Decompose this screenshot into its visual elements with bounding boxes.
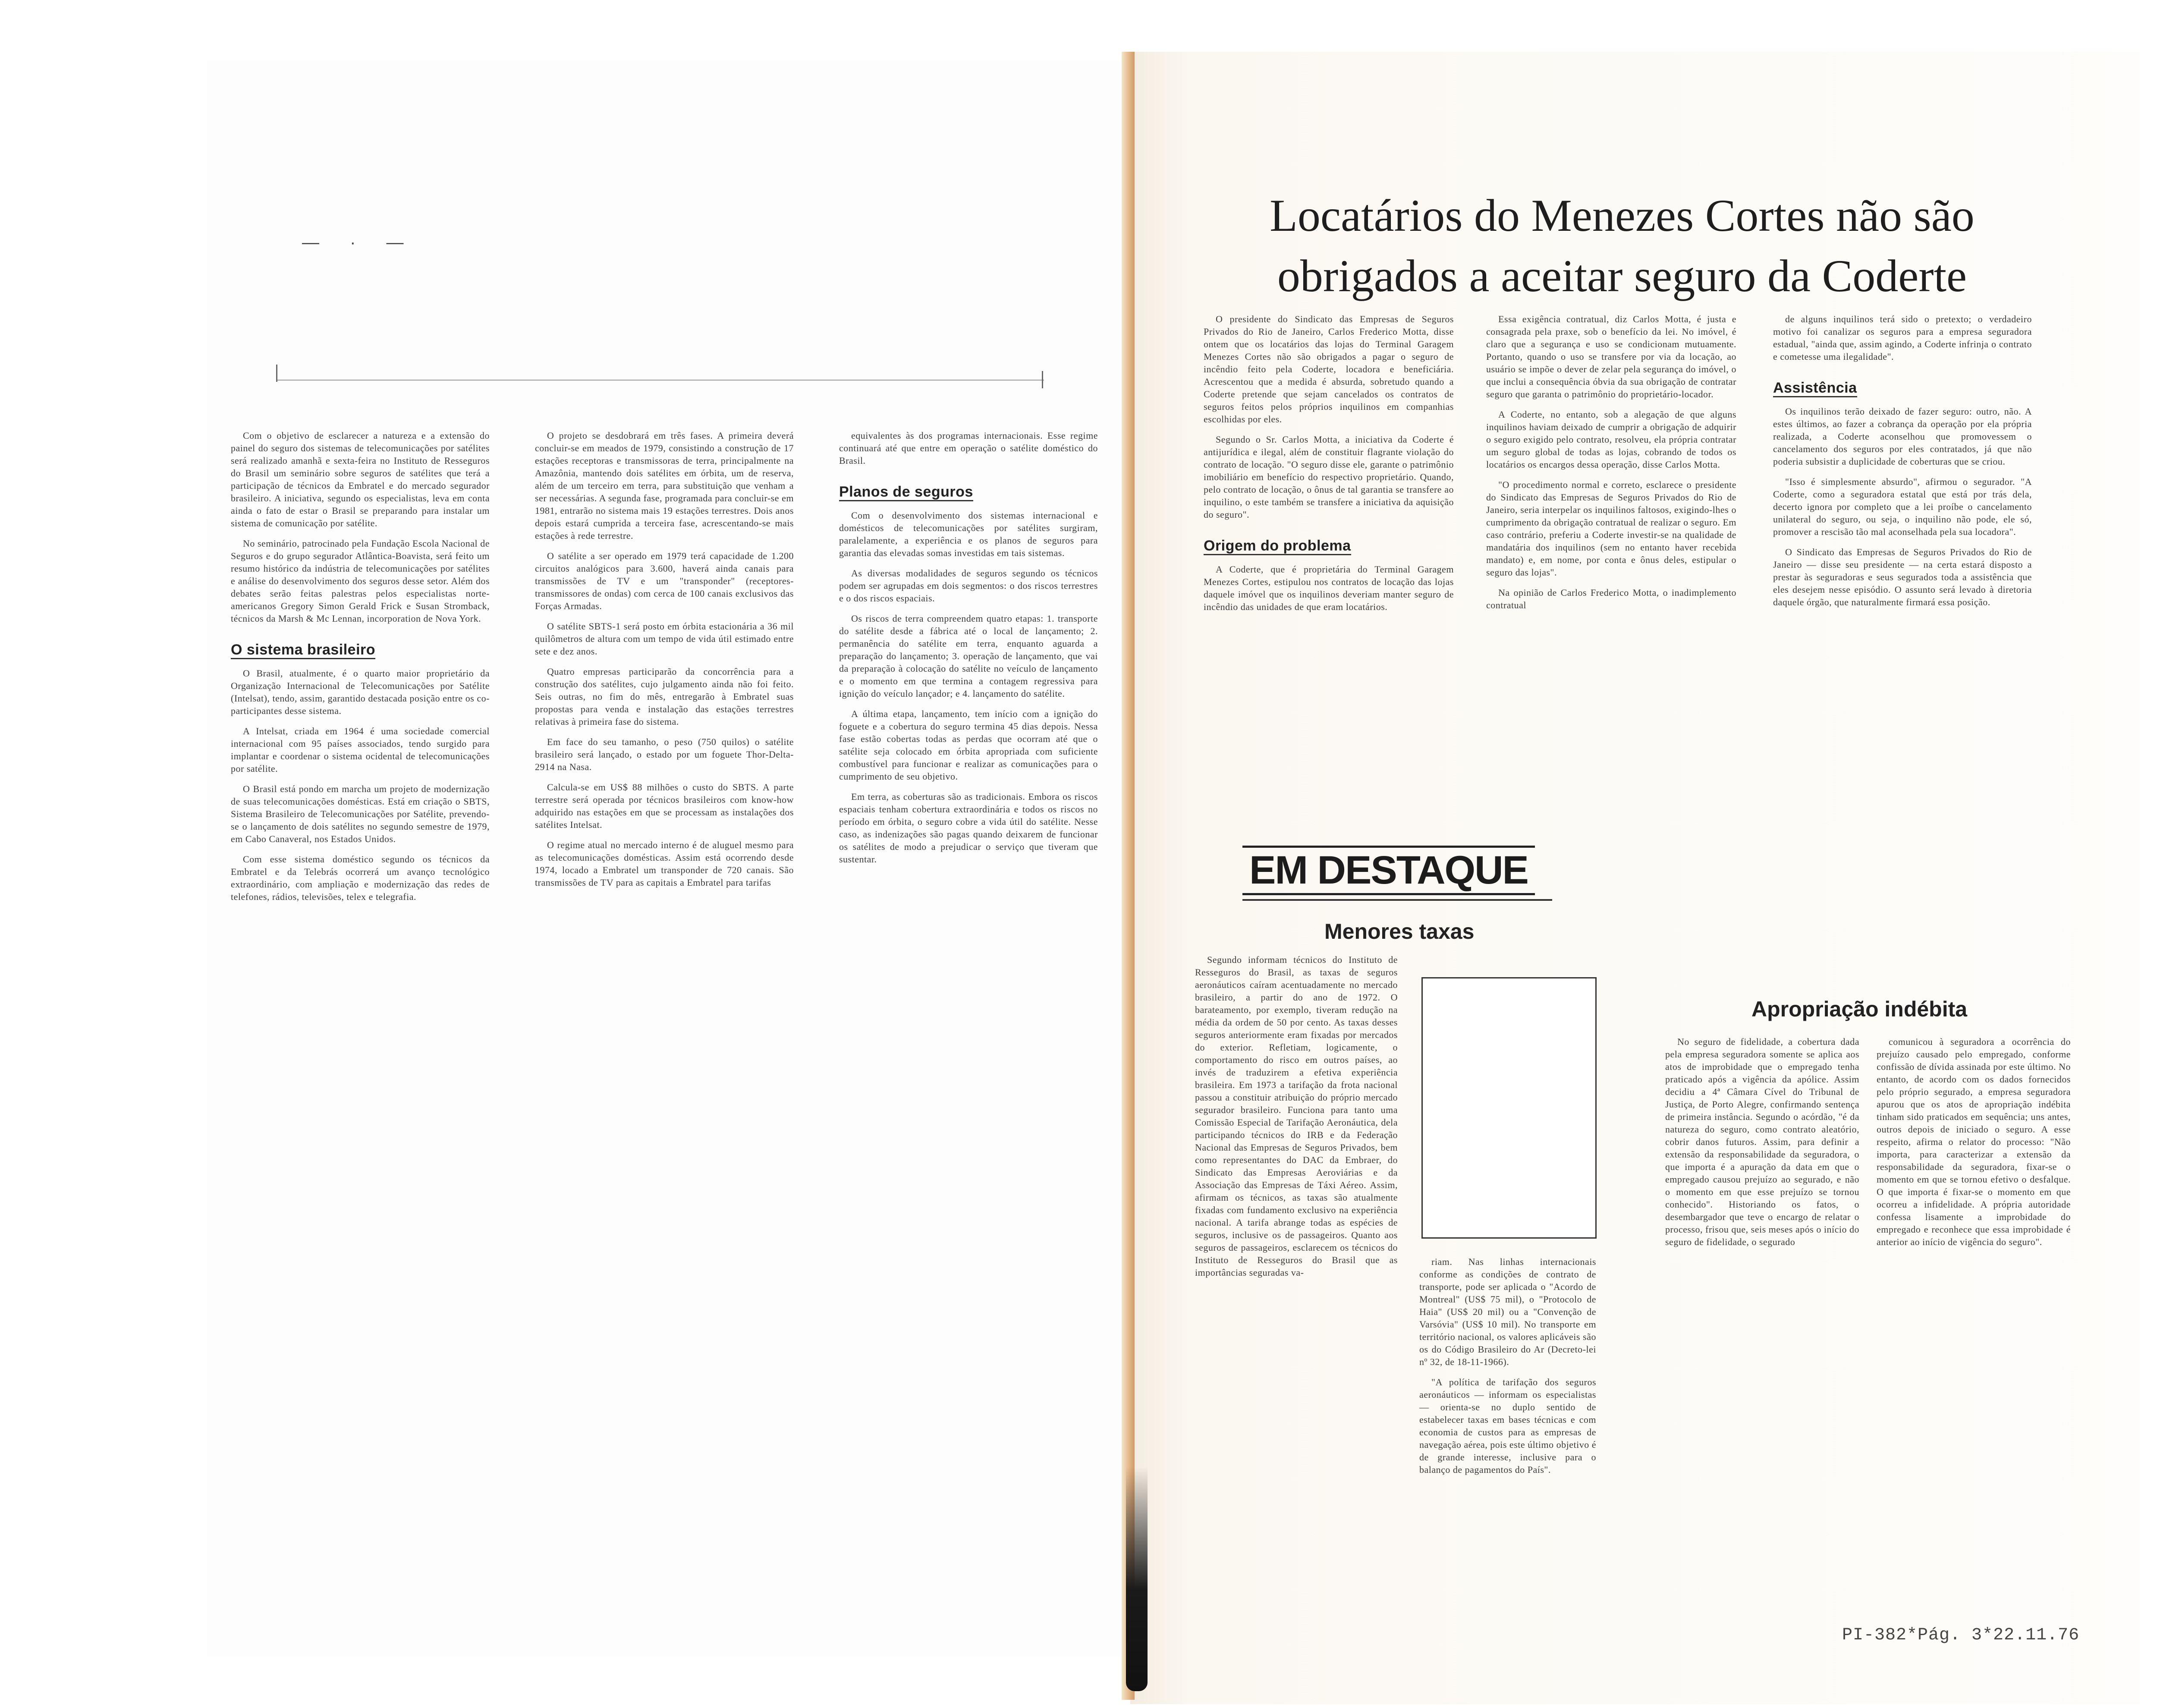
paragraph: O satélite a ser operado em 1979 terá capacidade de 1.200 circuitos analógicos para 3.600, haverá ainda canais para transmissões de TV e um "transponder" (receptores-transmissores de ondas) com cerca de 100 canais exclusivos das Forças Armadas. <box>535 550 794 611</box>
right-column-3 <box>1773 313 2032 616</box>
subhead-planos-de-seguros: Planos de seguros <box>839 486 973 501</box>
apropriacao-indebita-title: Apropriação indébita <box>1751 997 1968 1021</box>
menores-taxas-column-1 <box>1195 953 1398 1287</box>
paragraph: No seguro de fidelidade, a cobertura dada pela empresa seguradora somente se aplica aos atos de improbidade que o empregado tenha praticado após a vigência da apólice. Assim decidiu a 4ª Câmara Cível do Tribunal de Justiça, de Porto Alegre, confirmando sentença de primeira instância. Segundo o acórdão, "é da natureza do seguro, como contrato aleatório, cobrir danos futuros. Assim, para definir a extensão da responsabilidade da seguradora, o que importa é a apuração da data em que o empregado causou prejuízo ao segurado, e não o momento em que esse prejuízo se tornou conhecido". Historiando os fatos, o desembargador que teve o encargo de relatar o processo, frisou que, seis meses após o início do seguro de fidelidade, o segurado <box>1665 1036 1859 1247</box>
paragraph: Em face do seu tamanho, o peso (750 quilos) o satélite brasileiro será lançado, o estado por um foguete Thor-Delta-2914 na Nasa. <box>535 736 794 772</box>
paragraph: O Sindicato das Empresas de Seguros Privados do Rio de Janeiro — disse seu presidente — na certa estará disposto a prestar às seguradoras e seus segurados toda a assistência que eles desejem nesse episódio. O assunto será levado à diretoria daquele órgão, que naturalmente firmará essa posição. <box>1773 547 2032 607</box>
subhead-sistema-brasileiro: O sistema brasileiro <box>231 644 375 659</box>
paragraph: Com esse sistema doméstico segundo os técnicos da Embratel e da Telebrás ocorrerá um avanço tecnológico extraordinário, com ampliação e modernização das redes de telefones, rádios, televisões, telex e telegrafia. <box>231 854 490 902</box>
apropriacao-column-2 <box>1877 1035 2071 1256</box>
paragraph: Segundo informam técnicos do Instituto de Resseguros do Brasil, as taxas de seguros aeronáuticos caíram acentuadamente no mercado brasileiro, a partir do ano de 1972. O barateamento, por exemplo, tiveram redução na média da ordem de 50 por cento. As taxas desses seguros anteriormente eram fixadas por mercados do exterior. Refletiam, logicamente, o comportamento do risco em outros países, ao invés de traduzirem a efetiva experiência brasileira. Em 1973 a tarifação da frota nacional passou a constituir atribuição do próprio mercado segurador brasileiro. Funciona para tanto uma Comissão Especial de Tarifação Aeronáutica, dela participando técnicos do IRB e da Federação Nacional das Empresas de Seguros Privados, bem como representantes do DAC da Embraer, do Sindicato das Empresas Aeroviárias e da Associação das Empresas de Táxi Aéreo. Assim, afirmam os técnicos, as taxas são atualmente fixadas com fundamento exclusivo na experiência nacional. A tarifa abrange todas as espécies de seguros, inclusive os de passageiros. Quanto aos seguros de passageiros, esclarecem os técnicos do Instituto de Resseguros do Brasil que as importâncias seguradas va- <box>1195 954 1398 1278</box>
right-column-2 <box>1486 313 1736 619</box>
paragraph: O presidente do Sindicato das Empresas de Seguros Privados do Rio de Janeiro, Carlos Frederico Motta, disse ontem que os locatários das lojas do Terminal Garagem Menezes Cortes não são obrigados a pagar o seguro de incêndio feito pela Coderte, locadora e beneficiária. Acrescentou que a medida é absurda, sobretudo quando a Coderte pretende que sejam cancelados os contratos de seguros feitos pelos próprios inquilinos em companhias escolhidas por eles. <box>1204 314 1454 425</box>
image-placeholder-box <box>1421 977 1597 1239</box>
em-destaque-banner: EM DESTAQUE <box>1242 846 1535 895</box>
paragraph: "A política de tarifação dos seguros aeronáuticos — informam os especialistas — orienta-se no duplo sentido de estabelecer taxas em bases técnicas e com economia de custos para as empresas de navegação aérea, pois este último objetivo é de grande interesse, inclusive para o balanço de pagamentos do País". <box>1419 1377 1596 1475</box>
subhead-assistencia: Assistência <box>1773 382 1857 397</box>
paragraph: O satélite SBTS-1 será posto em órbita estacionária a 36 mil quilômetros de altura com um tempo de vida útil estimado entre sete e dez anos. <box>535 621 794 657</box>
headline <box>1238 186 2006 306</box>
headline-line-1: Locatários do Menezes Cortes não são <box>1270 190 1975 241</box>
top-fragment: — · — <box>302 233 417 252</box>
spine-shadow <box>1126 1467 1148 1691</box>
paragraph: Na opinião de Carlos Frederico Motta, o inadimplemento contratual <box>1486 587 1736 610</box>
paragraph: "Isso é simplesmente absurdo", afirmou o segurador. "A Coderte, como a seguradora estatal que está por trás dela, decerto ignora por completo que a lei proíbe o cancelamento unilateral do seguro, ou seja, o inquilino não pode, ele só, promover a rescisão tão mal aconselhada pela sua locadora". <box>1773 476 2032 537</box>
subhead-origem-do-problema: Origem do problema <box>1204 540 1351 555</box>
paragraph: A Coderte, que é proprietária do Terminal Garagem Menezes Cortes, estipulou nos contratos de locação das lojas daquele imóvel que os inquilinos deveriam manter seguro de incêndio das unidades de que eram locatários. <box>1204 564 1454 612</box>
headline-line-2: obrigados a aceitar seguro da Coderte <box>1277 251 1967 301</box>
paragraph: Os inquilinos terão deixado de fazer seguro: outro, não. A estes últimos, ao fazer a cobrança da operação por ela própria realizada, a Coderte aconselhou que promovessem o cancelamento dos seguros por eles contratados, já que não poderia subsistir a duplicidade de coberturas que se criou. <box>1773 406 2032 467</box>
paragraph: A Coderte, no entanto, sob a alegação de que alguns inquilinos haviam deixado de cumprir a obrigação de adquirir o seguro exigido pelo contrato, resolveu, ela própria contratar um seguro global de todas as lojas, cobrando de todos os locatários os encargos dessa operação, disse Carlos Motta. <box>1486 409 1736 470</box>
paragraph: Segundo o Sr. Carlos Motta, a iniciativa da Coderte é antijurídica e ilegal, além de constituir flagrante violação do contrato de locação. "O seguro disse ele, garante o patrimônio imobiliário em benefício do respectivo proprietário. Quando, pelo contrato de locação, o ônus de tal garantia se transfere ao inquilino, o este também se transfere a iniciativa da aquisição do seguro". <box>1204 434 1454 520</box>
paragraph: Em terra, as coberturas são as tradicionais. Embora os riscos espaciais tenham cobertura extraordinária e todos os riscos no período em órbita, o seguro cobre a vida útil do satélite. Nesse caso, as indenizações são pagas quando deixarem de funcionar os satélites de modo a prejudicar o serviço que tiveram que sustentar. <box>839 791 1098 865</box>
paragraph: O regime atual no mercado interno é de aluguel mesmo para as telecomunicações domésticas. Assim está ocorrendo desde 1974, locado a Embratel um transponder de 720 canais. São transmissões de TV para as capitais a Embratel para tarifas <box>535 840 794 888</box>
paragraph: "O procedimento normal e correto, esclarece o presidente do Sindicato das Empresas de Seguros Privados do Rio de Janeiro, seria interpelar os inquilinos faltosos, exigindo-lhes o cumprimento da obrigação contratual de realizar o seguro. Em caso contrário, preferiu a Coderte investir-se na qualidade de mandatária dos inquilinos (sem no entanto haver recebida mandato) e, em nome, por conta e ônus deles, estipular o seguro das lojas". <box>1486 479 1736 578</box>
paragraph: O Brasil, atualmente, é o quarto maior proprietário da Organização Internacional de Telecomunicações por Satélite (Intelsat), tendo, assim, garantido destacada posição entre os co-participantes desse sistema. <box>231 668 490 716</box>
apropriacao-column-1 <box>1665 1035 1859 1256</box>
paragraph: Calcula-se em US$ 88 milhões o custo do SBTS. A parte terrestre será operada por técnicos brasileiros com know-how adquirido nas estações em que se processam as instalações dos satélites Intelsat. <box>535 782 794 830</box>
cut-line-tick-left <box>276 365 277 382</box>
paragraph: No seminário, patrocinado pela Fundação Escola Nacional de Seguros e do grupo segurador Atlântica-Boavista, será feito um resumo histórico da indústria de telecomunicações por satélites e análise do desenvolvimento dos seguros desse setor. Além dos debates serão feitas palestras pelos especialistas norte-americanos Gregory Simon Gerald Frick e Susan Stromback, técnicos da Marsh & Mc Lennan, incorporation de Nova York. <box>231 538 490 624</box>
paragraph: comunicou à seguradora a ocorrência do prejuízo causado pelo empregado, conforme confissão de dívida assinada por este último. No entanto, de acordo com os dados fornecidos pelo próprio segurado, a empresa seguradora apurou que os atos de apropriação indébita tinham sido praticados em sequência; uns antes, outros depois de iniciado o seguro. A esse respeito, afirma o relator do processo: "Não importa, para caracterizar a extensão da responsabilidade da seguradora, fixar-se o momento em que se tornou efetivo o desfalque. O que importa é fixar-se o momento em que ocorreu a infidelidade. A própria autoridade confessa lisamente a improbidade do empregado e reconhece que essa improbidade é anterior ao início de vigência do seguro". <box>1877 1036 2071 1247</box>
paragraph: As diversas modalidades de seguros segundo os técnicos podem ser agrupadas em dois segmentos: o dos riscos terrestres e o dos riscos espaciais. <box>839 568 1098 604</box>
cut-line-tick-right <box>1042 371 1043 388</box>
paragraph: O projeto se desdobrará em três fases. A primeira deverá concluir-se em meados de 1979, consistindo a construção de 17 estações receptoras e transmissoras de terra, principalmente na Amazônia, mantendo dois satélites em órbita, um de reserva, além de um terceiro em terra, para substituição que venham a ser necessárias. A segunda fase, programada para concluir-se em 1981, entrarão no sistema mais 19 estações terrestres. Dois anos depois estará cumprida a terceira fase, acrescentando-se mais estações à rede terrestre. <box>535 430 794 541</box>
paragraph: Quatro empresas participarão da concorrência para a construção dos satélites, cujo julgamento ainda não foi feito. Seis outras, no fim do mês, entregarão à Embratel suas propostas para venda e instalação das estações terrestres relativas à primeira fase do sistema. <box>535 666 794 727</box>
paragraph: Os riscos de terra compreendem quatro etapas: 1. transporte do satélite desde a fábrica até o local de lançamento; 2. permanência do satélite em terra, enquanto aguarda a preparação do lançamento; 3. operação de lançamento, que vai da preparação à colocação do satélite no veículo de lançamento e o momento em que termina a contagem regressiva para ignição do veículo lançador; e 4. lançamento do satélite. <box>839 613 1098 699</box>
page-id-label: PI-382*Pág. 3*22.11.76 <box>1842 1626 2080 1645</box>
paragraph: A última etapa, lançamento, tem início com a ignição do foguete e a cobertura do seguro termina 45 dias depois. Nessa fase estão cobertas todas as perdas que ocorram até que o satélite seja colocado em órbita apropriada com suficiente combustível para funcionar e realizar as comunicações para o cumprimento de seu objetivo. <box>839 708 1098 782</box>
paragraph: Essa exigência contratual, diz Carlos Motta, é justa e consagrada pela praxe, sob o benefício da lei. No imóvel, é claro que a segurança e uso se condicionam mutuamente. Portanto, quando o uso se transfere por via da locação, ao usuário se impõe o dever de zelar pela segurança do imóvel, o que inclui a consequência óbvia da sua obrigação de contratar seguro que garanta o patrimônio do proprietário-locador. <box>1486 314 1736 399</box>
page-fold <box>1122 52 1135 1700</box>
left-column-2 <box>535 429 794 896</box>
menores-taxas-title: Menores taxas <box>1324 919 1475 944</box>
paragraph: de alguns inquilinos terá sido o pretexto; o verdadeiro motivo foi canalizar os seguros para a empresa seguradora estadual, "ainda que, assim agindo, a Coderte infrinja o contrato e cometesse uma ilegalidade". <box>1773 314 2032 362</box>
menores-taxas-column-2 <box>1419 1255 1596 1484</box>
paragraph: Com o desenvolvimento dos sistemas internacional e domésticos de telecomunicações por satélites surgiram, paralelamente, a experiência e os planos de seguros para garantia das elevadas somas investidas em tais sistemas. <box>839 510 1098 558</box>
paragraph: riam. Nas linhas internacionais conforme as condições de contrato de transporte, pode ser aplicada o "Acordo de Montreal" (US$ 75 mil), o "Protocolo de Haia" (US$ 20 mil) ou a "Convenção de Varsóvia" (US$ 10 mil). No transporte em território nacional, os valores aplicáveis são os do Código Brasileiro do Ar (Decreto-lei nº 32, de 18-11-1966). <box>1419 1256 1596 1367</box>
paragraph: O Brasil está pondo em marcha um projeto de modernização de suas telecomunicações domésticas. Está em criação o SBTS, Sistema Brasileiro de Telecomunicações por Satélite, prevendo-se o lançamento de dois satélites no segundo semestre de 1979, em Cabo Canaveral, nos Estados Unidos. <box>231 783 490 844</box>
paragraph: equivalentes às dos programas internacionais. Esse regime continuará até que entre em operação o satélite doméstico do Brasil. <box>839 430 1098 466</box>
paragraph: Com o objetivo de esclarecer a natureza e a extensão do painel do seguro dos sistemas de telecomunicações por satélites será realizado amanhã e sexta-feira no Instituto de Resseguros do Brasil um seminário sobre seguros de satélites que terá a participação de técnicos da Embratel e do mercado segurador brasileiro. A iniciativa, segundo os especialistas, leva em conta ainda o fato de estar o Brasil se preparando para instalar um sistema de comunicação por satélite. <box>231 430 490 528</box>
right-column-1 <box>1204 313 1454 621</box>
paragraph: A Intelsat, criada em 1964 é uma sociedade comercial internacional com 95 países associados, tendo surgido para implantar e coordenar o sistema ocidental de telecomunicações por satélite. <box>231 726 490 774</box>
left-column-3 <box>839 429 1098 873</box>
cut-line <box>276 380 1044 381</box>
left-column-1 <box>231 429 490 911</box>
